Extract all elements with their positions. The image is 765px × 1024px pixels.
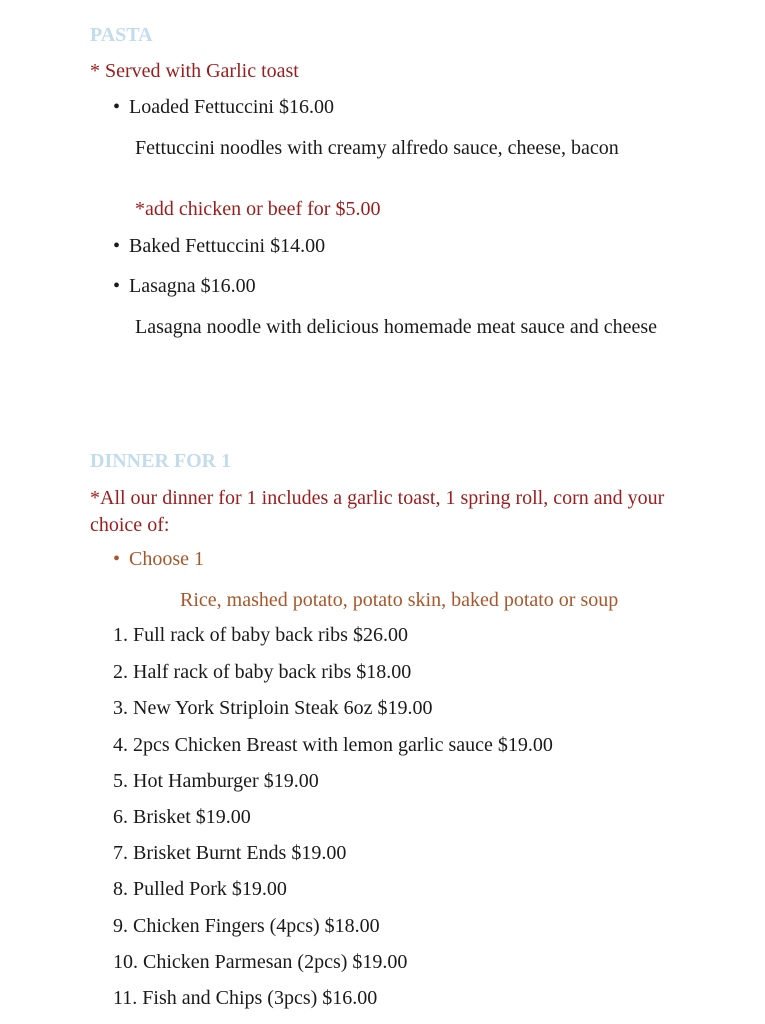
choose-options: Rice, mashed potato, potato skin, baked potato or soup <box>180 589 619 611</box>
bullet-icon: • <box>113 96 121 118</box>
dinner-heading: DINNER FOR 1 <box>90 450 232 472</box>
dinner-item: 10. Chicken Parmesan (2pcs) $19.00 <box>113 951 408 973</box>
menu-item-description: Fettuccini noodles with creamy alfredo sauce, cheese, bacon <box>135 137 619 159</box>
dinner-item: 11. Fish and Chips (3pcs) $16.00 <box>113 987 378 1009</box>
pasta-heading: PASTA <box>90 24 153 46</box>
menu-item-name: Baked Fettuccini $14.00 <box>129 235 326 257</box>
menu-item-addon: *add chicken or beef for $5.00 <box>135 198 381 220</box>
dinner-item: 5. Hot Hamburger $19.00 <box>113 770 319 792</box>
choose-label: Choose 1 <box>129 548 204 570</box>
bullet-icon: • <box>113 275 121 297</box>
dinner-item: 6. Brisket $19.00 <box>113 806 251 828</box>
pasta-note: * Served with Garlic toast <box>90 60 299 82</box>
dinner-item: 4. 2pcs Chicken Breast with lemon garlic sauce $19.00 <box>113 734 553 756</box>
menu-item-name: Lasagna $16.00 <box>129 275 256 297</box>
choose-item <box>113 548 204 571</box>
dinner-item: 3. New York Striploin Steak 6oz $19.00 <box>113 697 433 719</box>
dinner-note: *All our dinner for 1 includes a garlic toast, 1 spring roll, corn and your choice of: <box>90 487 665 536</box>
menu-item-description: Lasagna noodle with delicious homemade meat sauce and cheese <box>135 316 658 338</box>
bullet-icon: • <box>113 235 121 257</box>
dinner-item: 9. Chicken Fingers (4pcs) $18.00 <box>113 915 380 937</box>
menu-item <box>113 275 256 298</box>
bullet-icon: • <box>113 548 121 570</box>
dinner-item: 1. Full rack of baby back ribs $26.00 <box>113 624 408 646</box>
menu-item-name: Loaded Fettuccini $16.00 <box>129 96 334 118</box>
menu-item <box>113 96 334 119</box>
dinner-item: 7. Brisket Burnt Ends $19.00 <box>113 842 347 864</box>
dinner-item: 2. Half rack of baby back ribs $18.00 <box>113 661 412 683</box>
menu-item <box>113 235 325 258</box>
dinner-item: 8. Pulled Pork $19.00 <box>113 878 287 900</box>
